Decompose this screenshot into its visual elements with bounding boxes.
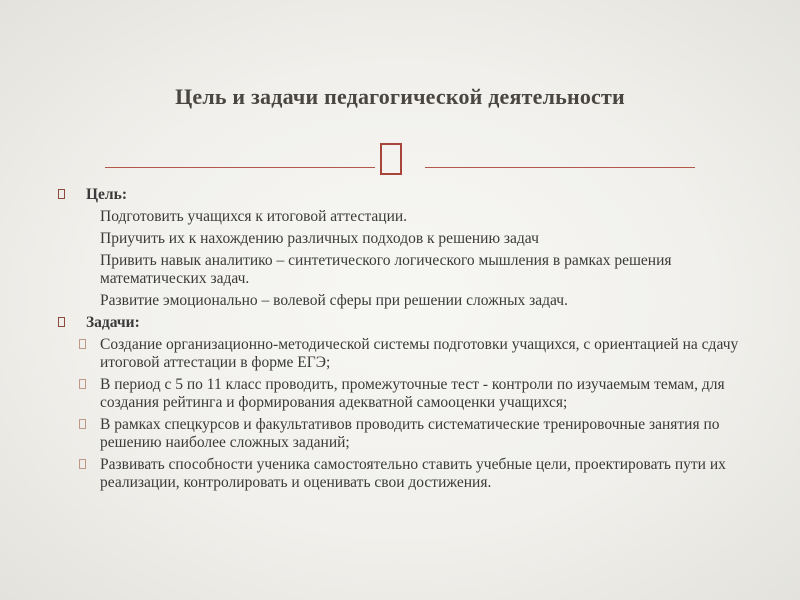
task-item-text: Создание организационно-методической системы подготовки учащихся, с ориентацией на сдачу итоговой аттестации в форме ЕГЭ; — [100, 336, 739, 371]
goal-line: Развитие эмоционально – волевой сферы при решении сложных задач. — [100, 292, 568, 309]
task-item — [50, 416, 770, 452]
task-item — [50, 376, 770, 412]
tasks-heading-row — [50, 314, 770, 332]
hollow-bullet-icon — [79, 419, 86, 429]
task-item-text: В период с 5 по 11 класс проводить, промежуточные тест - контроли по изучаемым темам, для создания рейтинга и формирования адекватной самооценки учащихся; — [100, 376, 725, 411]
task-item-text: В рамках спецкурсов и факультативов проводить систематические тренировочные занятия по решению наиболее сложных заданий; — [100, 416, 720, 451]
slide-title: Цель и задачи педагогической деятельности — [175, 84, 625, 109]
hollow-bullet-icon — [79, 459, 86, 469]
hollow-bullet-icon — [79, 339, 86, 349]
divider-line-left — [105, 167, 375, 168]
goal-line: Приучить их к нахождению различных подходов к решению задач — [100, 230, 539, 247]
hollow-bullet-icon — [79, 379, 86, 389]
divider-ornament-icon — [380, 143, 402, 175]
task-item-text: Развивать способности ученика самостоятельно ставить учебные цели, проектировать пути их реализации, контролировать и оценивать свои достижения. — [100, 456, 726, 491]
divider-line-right — [425, 167, 695, 168]
tasks-heading: Задачи: — [86, 314, 140, 331]
square-bullet-icon — [58, 317, 65, 327]
goal-line: Привить навык аналитико – синтетического логического мышления в рамках решения математических задач. — [100, 252, 672, 287]
goal-line: Подготовить учащихся к итоговой аттестации. — [100, 208, 408, 225]
goal-heading-row — [50, 186, 770, 204]
slide-body — [50, 186, 770, 492]
task-item — [50, 456, 770, 492]
task-item — [50, 336, 770, 372]
square-bullet-icon — [58, 189, 65, 199]
goal-heading: Цель: — [86, 186, 127, 203]
